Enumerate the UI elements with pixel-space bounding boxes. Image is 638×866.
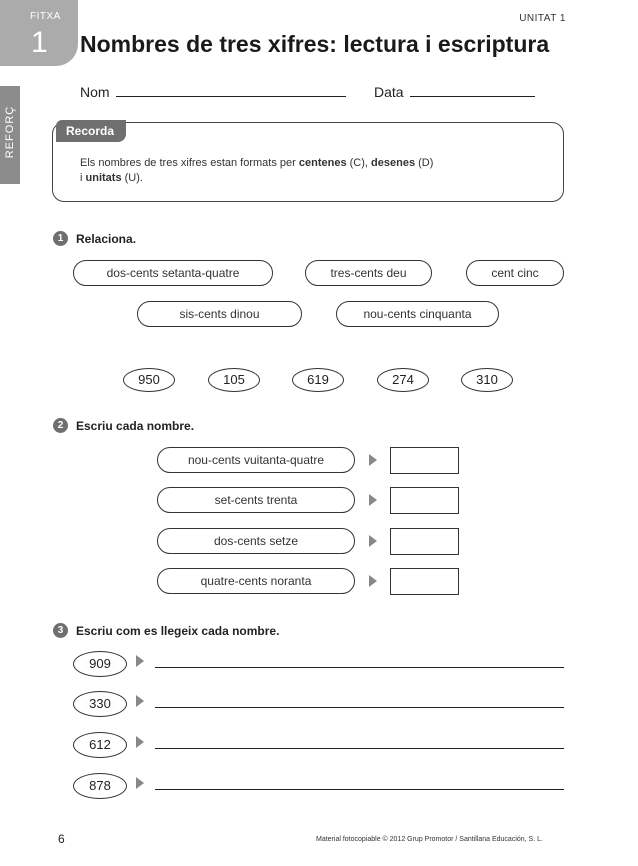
page-title: Nombres de tres xifres: lectura i escriptura [80, 31, 550, 57]
exercise-1-title: Relaciona. [76, 232, 137, 246]
footer-copyright: Material fotocopiable © 2012 Grup Promotor / Santillana Educación, S. L. [316, 836, 543, 843]
word-pill: dos-cents setze [157, 528, 355, 554]
date-label: Data [374, 84, 404, 100]
recorda-tab-label: Recorda [66, 124, 115, 138]
word-pill: nou-cents vuitanta-quatre [157, 447, 355, 473]
recorda-unitats: unitats [85, 172, 122, 184]
writing-line[interactable] [155, 789, 564, 790]
page-number: 6 [58, 832, 65, 846]
name-field[interactable] [116, 96, 346, 97]
word-pill[interactable]: tres-cents deu [305, 260, 432, 286]
number-oval: 878 [73, 773, 127, 799]
recorda-centenes: centenes [298, 157, 347, 169]
word-pill[interactable]: cent cinc [466, 260, 564, 286]
arrow-right-icon [369, 454, 377, 466]
recorda-tab [56, 120, 126, 142]
number-oval: 330 [73, 691, 127, 717]
arrow-right-icon [136, 777, 144, 789]
recorda-text-intro: Els nombres de tres xifres estan formats per [80, 157, 299, 169]
arrow-right-icon [369, 535, 377, 547]
answer-box[interactable] [390, 528, 459, 555]
fitxa-number: 1 [31, 26, 48, 59]
word-pill: quatre-cents noranta [157, 568, 355, 594]
exercise-2-number: 2 [53, 418, 68, 433]
number-oval[interactable]: 619 [292, 368, 344, 392]
word-pill: set-cents trenta [157, 487, 355, 513]
arrow-right-icon [136, 695, 144, 707]
number-oval[interactable]: 950 [123, 368, 175, 392]
writing-line[interactable] [155, 748, 564, 749]
number-oval[interactable]: 310 [461, 368, 513, 392]
word-pill[interactable]: sis-cents dinou [137, 301, 302, 327]
unit-label: UNITAT 1 [519, 13, 566, 24]
arrow-right-icon [136, 655, 144, 667]
recorda-unitats-abbr: (U). [121, 172, 143, 184]
word-pill[interactable]: dos-cents setanta-quatre [73, 260, 273, 286]
recorda-desenes-abbr: (D) [415, 157, 434, 169]
name-label: Nom [80, 84, 110, 100]
exercise-3-number: 3 [53, 623, 68, 638]
recorda-text-line2: i [80, 172, 86, 184]
arrow-right-icon [369, 494, 377, 506]
word-pill[interactable]: nou-cents cinquanta [336, 301, 499, 327]
number-oval[interactable]: 105 [208, 368, 260, 392]
exercise-3-title: Escriu com es llegeix cada nombre. [76, 624, 280, 638]
answer-box[interactable] [390, 447, 459, 474]
exercise-2-title: Escriu cada nombre. [76, 419, 195, 433]
recorda-desenes: desenes [371, 157, 416, 169]
arrow-right-icon [369, 575, 377, 587]
answer-box[interactable] [390, 487, 459, 514]
exercise-1-number: 1 [53, 231, 68, 246]
fitxa-label: FITXA [30, 11, 61, 22]
answer-box[interactable] [390, 568, 459, 595]
recorda-centenes-abbr: (C), [346, 157, 372, 169]
date-field[interactable] [410, 96, 535, 97]
recorda-text [80, 156, 550, 186]
number-oval: 612 [73, 732, 127, 758]
writing-line[interactable] [155, 667, 564, 668]
writing-line[interactable] [155, 707, 564, 708]
arrow-right-icon [136, 736, 144, 748]
side-tab-label: REFORÇ [4, 105, 16, 159]
number-oval[interactable]: 274 [377, 368, 429, 392]
number-oval: 909 [73, 651, 127, 677]
